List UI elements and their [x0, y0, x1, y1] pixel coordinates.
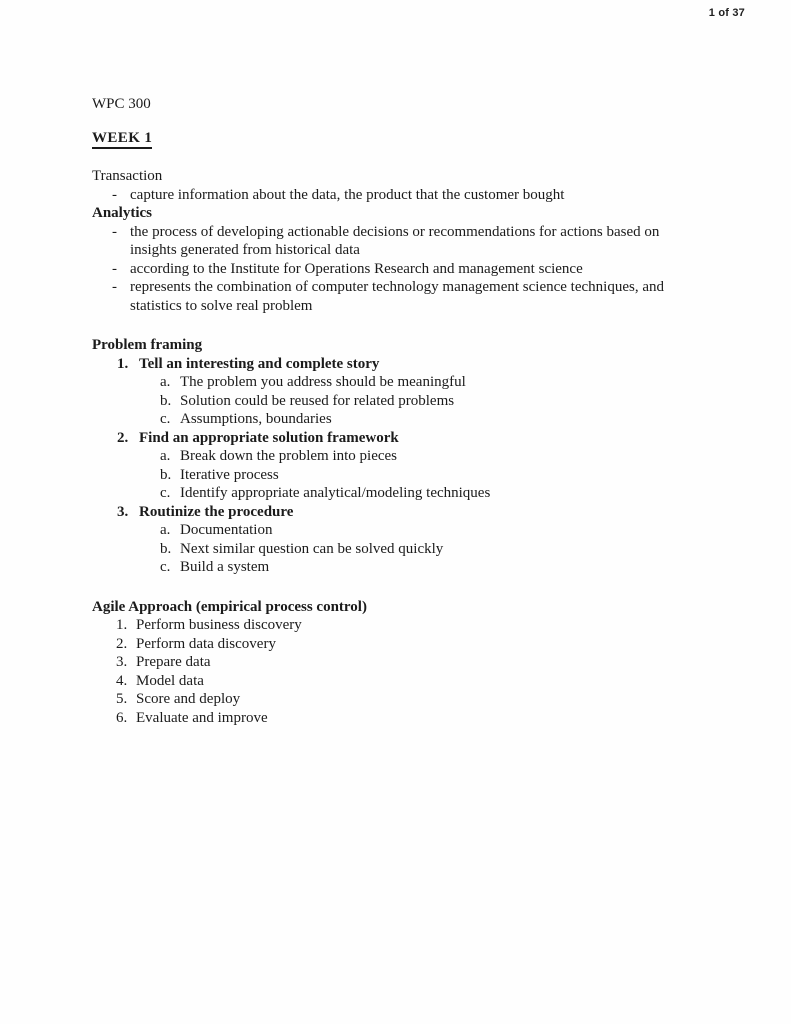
numbered-step: [92, 653, 707, 672]
step-text: Evaluate and improve: [136, 709, 268, 726]
number-marker: 2.: [117, 429, 129, 446]
step-text: Perform data discovery: [136, 635, 276, 652]
dash-marker: -: [112, 260, 117, 277]
number-marker: 3.: [117, 503, 129, 520]
lettered-subitem: [92, 540, 707, 559]
subitem-text: Documentation: [180, 522, 273, 538]
letter-marker: c.: [160, 411, 171, 427]
step-text: Tell an interesting and complete story: [139, 355, 380, 372]
step-text: Routinize the procedure: [139, 503, 294, 520]
lettered-subitem: [92, 373, 707, 392]
numbered-step: [92, 355, 707, 374]
number-marker: 2.: [116, 635, 128, 652]
week-heading-text: WEEK 1: [92, 130, 152, 149]
letter-marker: b.: [160, 392, 172, 409]
subitem-text: Assumptions, boundaries: [180, 411, 332, 427]
letter-marker: c.: [160, 559, 171, 575]
number-marker: 6.: [116, 709, 128, 726]
list-item-text: capture information about the data, the product that the customer bought: [130, 186, 565, 203]
letter-marker: a.: [160, 374, 171, 390]
letter-marker: c.: [160, 485, 171, 501]
numbered-step: [92, 503, 707, 522]
numbered-step: [92, 672, 707, 691]
subitem-text: Break down the problem into pieces: [180, 448, 398, 464]
lettered-subitem: [92, 558, 707, 577]
dash-marker: -: [112, 279, 117, 295]
letter-marker: a.: [160, 522, 171, 538]
list-item: [92, 260, 707, 279]
lettered-subitem: [92, 392, 707, 411]
section-title-analytics: Analytics: [92, 205, 152, 221]
step-text: Prepare data: [136, 654, 211, 670]
dash-marker: -: [112, 186, 117, 203]
dash-marker: -: [112, 223, 117, 240]
subitem-text: Solution could be reused for related problems: [180, 392, 455, 409]
subitem-text: Next similar question can be solved quickly: [180, 540, 444, 557]
list-item: [92, 278, 707, 315]
number-marker: 4.: [116, 672, 128, 689]
number-marker: 3.: [116, 654, 128, 670]
step-text: Model data: [136, 672, 204, 689]
list-item: [92, 186, 707, 205]
section-title-problem-framing: Problem framing: [92, 337, 203, 353]
number-marker: 1.: [117, 355, 129, 372]
step-text: Score and deploy: [136, 691, 241, 707]
numbered-step: [92, 709, 707, 728]
numbered-step: [92, 616, 707, 635]
number-marker: 1.: [116, 617, 128, 633]
numbered-step: [92, 635, 707, 654]
document-content: [92, 95, 707, 727]
subitem-text: Iterative process: [180, 466, 279, 483]
letter-marker: b.: [160, 540, 172, 557]
letter-marker: b.: [160, 466, 172, 483]
lettered-subitem: [92, 447, 707, 466]
lettered-subitem: [92, 521, 707, 540]
lettered-subitem: [92, 410, 707, 429]
lettered-subitem: [92, 484, 707, 503]
number-marker: 5.: [116, 691, 128, 707]
list-item-text: according to the Institute for Operations Research and management science: [130, 260, 583, 277]
numbered-step: [92, 429, 707, 448]
step-text: Find an appropriate solution framework: [139, 429, 399, 446]
numbered-step: [92, 690, 707, 709]
week-heading: [92, 129, 707, 148]
subitem-text: Build a system: [180, 559, 270, 575]
step-text: Perform business discovery: [136, 617, 302, 633]
section-title-transaction: Transaction: [92, 168, 163, 184]
page-indicator: 1 of 37: [708, 7, 745, 19]
letter-marker: a.: [160, 448, 171, 464]
subitem-text: The problem you address should be meaningful: [180, 374, 466, 390]
section-title-agile-approach: Agile Approach (empirical process control): [92, 598, 367, 615]
list-item-text: the process of developing actionable decisions or recommendations for actions based on insights generated from historical data: [130, 223, 660, 258]
list-item-text: represents the combination of computer technology management science techniques, and statistics to solve real problem: [130, 279, 664, 314]
list-item: [92, 223, 707, 260]
lettered-subitem: [92, 466, 707, 485]
subitem-text: Identify appropriate analytical/modeling techniques: [180, 485, 491, 501]
course-code: WPC 300: [92, 96, 151, 112]
